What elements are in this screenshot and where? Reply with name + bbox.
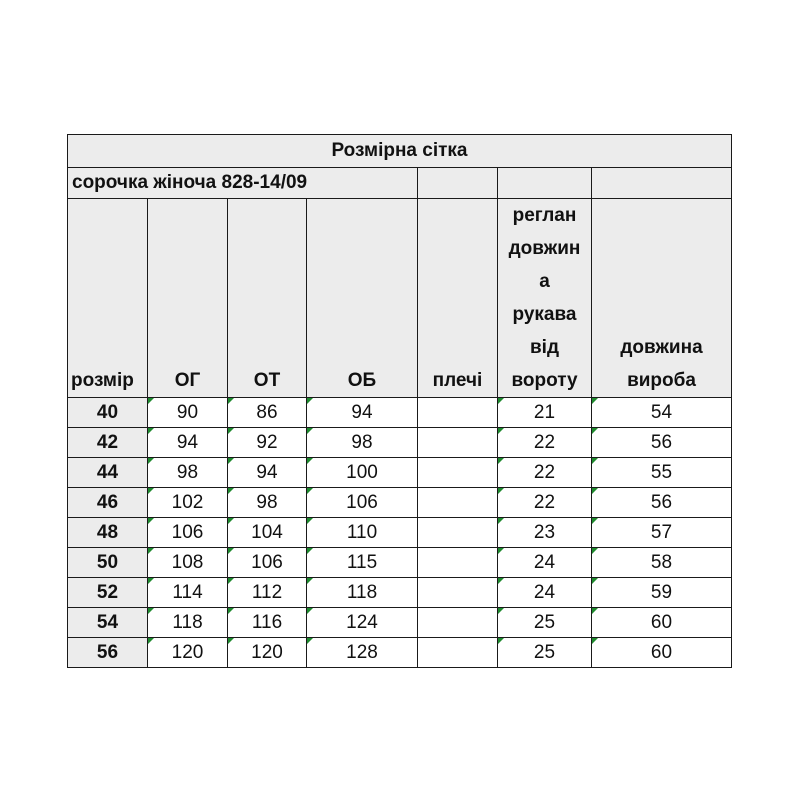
subtitle-empty-cell: [418, 168, 498, 199]
header-sleeve-line: вороту: [511, 370, 578, 391]
cell-og: 102: [148, 488, 228, 518]
cell-garment-length: 57: [592, 518, 732, 548]
cell-shoulders: [418, 638, 498, 668]
cell-garment-length: 60: [592, 608, 732, 638]
subtitle-empty-cell: [498, 168, 592, 199]
table-row: [68, 428, 732, 458]
header-og: ОГ: [148, 199, 228, 398]
header-ot: ОТ: [228, 199, 307, 398]
cell-og: 106: [148, 518, 228, 548]
cell-ob: 94: [307, 398, 418, 428]
cell-ot: 104: [228, 518, 307, 548]
cell-size: 44: [68, 458, 148, 488]
cell-sleeve-length: 22: [498, 458, 592, 488]
header-sleeve-line: рукава: [512, 304, 577, 325]
cell-garment-length: 59: [592, 578, 732, 608]
cell-ob: 106: [307, 488, 418, 518]
table-row: [68, 578, 732, 608]
header-length-line: довжина: [620, 337, 703, 358]
cell-size: 54: [68, 608, 148, 638]
cell-shoulders: [418, 488, 498, 518]
cell-size: 48: [68, 518, 148, 548]
cell-sleeve-length: 25: [498, 638, 592, 668]
header-sleeve-length: [498, 199, 592, 398]
cell-ob: 100: [307, 458, 418, 488]
cell-size: 40: [68, 398, 148, 428]
cell-ot: 98: [228, 488, 307, 518]
cell-sleeve-length: 22: [498, 488, 592, 518]
cell-size: 52: [68, 578, 148, 608]
cell-og: 108: [148, 548, 228, 578]
cell-og: 114: [148, 578, 228, 608]
header-size: розмір: [68, 199, 148, 398]
header-sleeve-line: довжин: [508, 238, 581, 259]
cell-garment-length: 56: [592, 488, 732, 518]
cell-garment-length: 58: [592, 548, 732, 578]
table-row: [68, 548, 732, 578]
cell-garment-length: 56: [592, 428, 732, 458]
cell-shoulders: [418, 518, 498, 548]
cell-og: 98: [148, 458, 228, 488]
header-sleeve-line: реглан: [512, 205, 577, 226]
table-row: [68, 488, 732, 518]
header-garment-length: [592, 199, 732, 398]
cell-ob: 124: [307, 608, 418, 638]
cell-ob: 115: [307, 548, 418, 578]
cell-sleeve-length: 22: [498, 428, 592, 458]
table-title: Розмірна сітка: [68, 135, 732, 168]
cell-ot: 120: [228, 638, 307, 668]
cell-size: 50: [68, 548, 148, 578]
cell-garment-length: 54: [592, 398, 732, 428]
cell-og: 118: [148, 608, 228, 638]
size-chart-table: [67, 134, 732, 668]
cell-size: 42: [68, 428, 148, 458]
header-sleeve-line: а: [539, 271, 550, 292]
cell-size: 56: [68, 638, 148, 668]
subtitle-empty-cell: [592, 168, 732, 199]
cell-ot: 86: [228, 398, 307, 428]
cell-ot: 92: [228, 428, 307, 458]
table-row: [68, 638, 732, 668]
cell-size: 46: [68, 488, 148, 518]
cell-shoulders: [418, 398, 498, 428]
cell-ob: 118: [307, 578, 418, 608]
cell-ob: 98: [307, 428, 418, 458]
table-row: [68, 518, 732, 548]
cell-sleeve-length: 21: [498, 398, 592, 428]
table-row: [68, 608, 732, 638]
cell-shoulders: [418, 578, 498, 608]
cell-ot: 116: [228, 608, 307, 638]
cell-sleeve-length: 24: [498, 548, 592, 578]
header-shoulders: плечі: [418, 199, 498, 398]
header-ob: ОБ: [307, 199, 418, 398]
cell-og: 120: [148, 638, 228, 668]
cell-og: 90: [148, 398, 228, 428]
cell-shoulders: [418, 458, 498, 488]
header-sleeve-line: від: [529, 337, 560, 358]
cell-sleeve-length: 24: [498, 578, 592, 608]
cell-ot: 94: [228, 458, 307, 488]
header-length-line: виробa: [627, 370, 696, 391]
table-row: [68, 458, 732, 488]
cell-sleeve-length: 25: [498, 608, 592, 638]
cell-garment-length: 55: [592, 458, 732, 488]
table-subtitle: сорочка жіноча 828-14/09: [68, 168, 418, 199]
cell-ot: 112: [228, 578, 307, 608]
cell-shoulders: [418, 608, 498, 638]
cell-ob: 128: [307, 638, 418, 668]
cell-shoulders: [418, 428, 498, 458]
cell-og: 94: [148, 428, 228, 458]
cell-ob: 110: [307, 518, 418, 548]
cell-garment-length: 60: [592, 638, 732, 668]
table-row: [68, 398, 732, 428]
cell-sleeve-length: 23: [498, 518, 592, 548]
cell-ot: 106: [228, 548, 307, 578]
cell-shoulders: [418, 548, 498, 578]
